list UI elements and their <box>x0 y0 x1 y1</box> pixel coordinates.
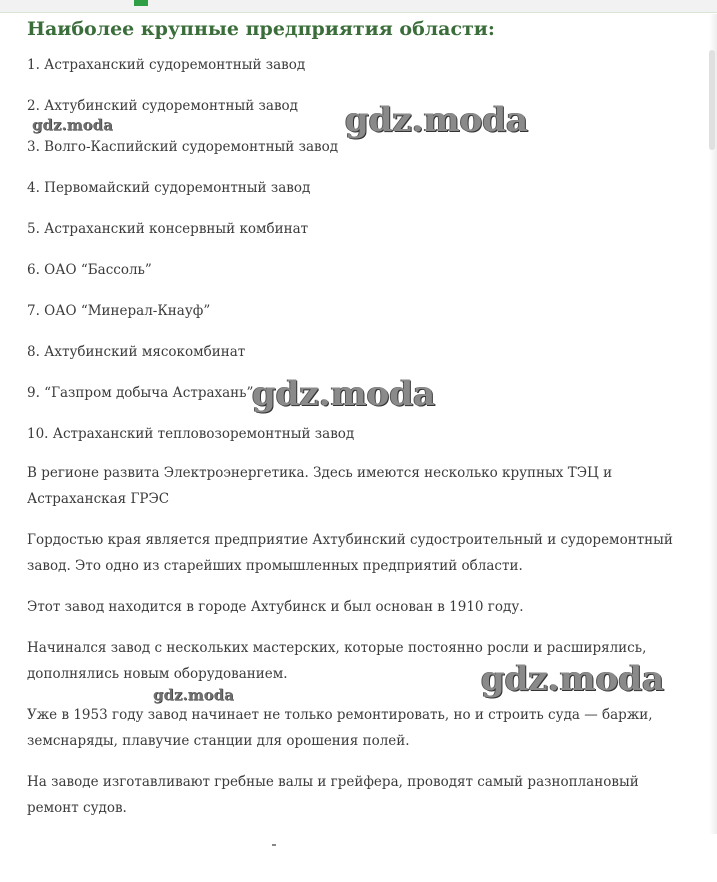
list-item: 9. “Газпром добыча Астрахань” <box>27 385 254 401</box>
watermark-logo: gdz.moda <box>32 116 113 134</box>
watermark-logo: gdz.moda <box>153 686 234 704</box>
scrollbar-thumb[interactable] <box>709 50 715 150</box>
page-title: Наиболее крупные предприятия области: <box>27 18 495 40</box>
list-item: 10. Астраханский тепловозоремонтный завод <box>27 426 355 442</box>
article-content <box>27 16 687 836</box>
paragraph-1953: Уже в 1953 году завод начинает не только ремонтировать, но и строить суда — баржи, земснаряды, плавучие станции для орошения полей. <box>27 707 653 749</box>
paragraph-energy: В регионе развита Электроэнергетика. Здесь имеются несколько крупных ТЭЦ и Астраханская ГРЭС <box>27 465 613 507</box>
green-tab-marker <box>134 0 148 6</box>
paragraph-workshops: Начинался завод с нескольких мастерских, которые постоянно росли и расширялись, дополнялись новым оборудованием. <box>27 640 647 682</box>
watermark-logo: gdz.moda <box>481 659 665 699</box>
stray-mark <box>272 844 276 846</box>
watermark-logo: gdz.moda <box>252 374 436 414</box>
list-item: 3. Волго-Каспийский судоремонтный завод <box>27 139 339 155</box>
list-item: 5. Астраханский консервный комбинат <box>27 221 309 237</box>
list-item: 4. Первомайский судоремонтный завод <box>27 180 311 196</box>
top-browser-strip <box>0 0 717 13</box>
list-item: 1. Астраханский судоремонтный завод <box>27 57 306 73</box>
enterprise-list <box>27 56 687 444</box>
list-item: 8. Ахтубинский мясокомбинат <box>27 344 246 360</box>
paragraph-pride: Гордостью края является предприятие Ахтубинский судостроительный и судоремонтный завод. Это одно из старейших промышленных предприятий области. <box>27 532 673 574</box>
list-item: 2. Ахтубинский судоремонтный завод <box>27 98 298 114</box>
paragraph-repair: На заводе изготавливают гребные валы и грейфера, проводят самый разноплановый ремонт судов. <box>27 774 639 816</box>
list-item: 6. ОАО “Бассоль” <box>27 262 152 278</box>
list-item: 7. ОАО “Минерал-Кнауф” <box>27 303 211 319</box>
paragraph-founded: Этот завод находится в городе Ахтубинск и был основан в 1910 году. <box>27 599 524 615</box>
watermark-logo: gdz.moda <box>345 100 529 140</box>
